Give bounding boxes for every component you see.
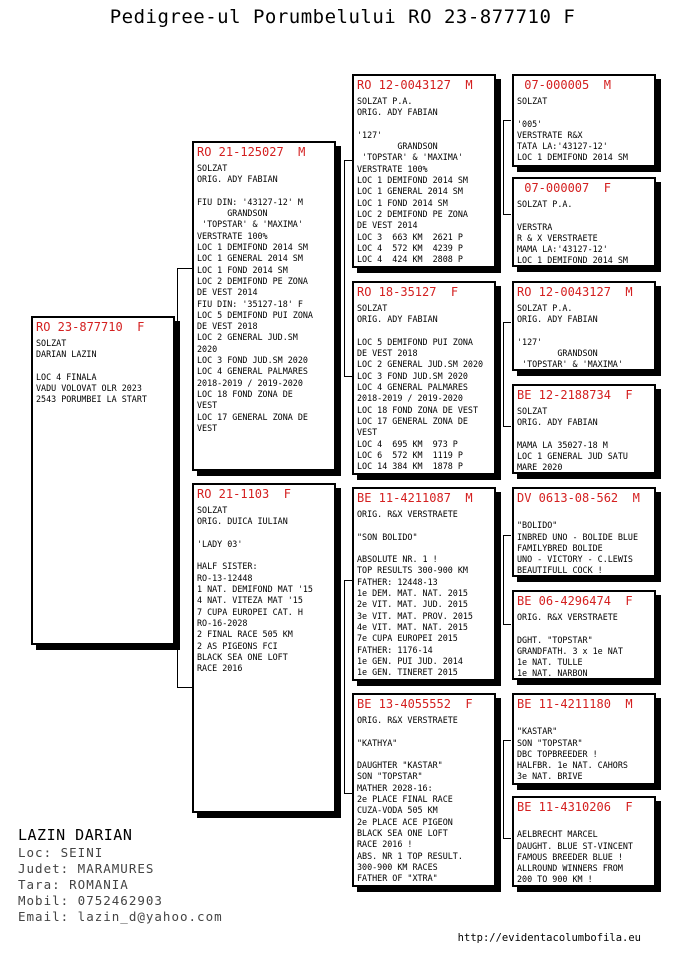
- detail-line: ORIG. DUICA IULIAN: [197, 516, 288, 527]
- card-details: [517, 612, 651, 680]
- detail-line: MARE 2020: [517, 462, 563, 473]
- detail-line: DAUGHT. BLUE ST-VINCENT: [517, 840, 633, 851]
- detail-line: LOC 4 695 KM 973 P: [357, 438, 458, 449]
- card-details: [517, 715, 651, 783]
- detail-line: 'LADY 03': [197, 538, 243, 549]
- detail-line: 2 FINAL RACE 505 KM: [197, 629, 293, 640]
- detail-line: 'TOPSTAR' & 'MAXIMA': [517, 359, 623, 370]
- detail-line: MATHER 2028-16:: [357, 782, 433, 793]
- detail-line: BLACK SEA ONE LOFT: [197, 651, 288, 662]
- detail-line: CUZA-VODA 505 KM: [357, 805, 438, 816]
- owner-email[interactable]: Email: lazin_d@yahoo.com: [18, 909, 223, 924]
- detail-line: [517, 509, 651, 520]
- detail-line: 2018-2019 / 2019-2020: [197, 377, 303, 388]
- detail-line: [197, 528, 331, 539]
- card-details: [517, 303, 651, 371]
- connector-line: [503, 740, 511, 741]
- detail-line: [36, 361, 170, 372]
- ring-number: 07-000007 F: [517, 181, 611, 195]
- detail-line: 7e CUPA EUROPEI 2015: [357, 633, 458, 644]
- owner-mobil: Mobil: 0752462903: [18, 893, 163, 908]
- card-details: [197, 505, 331, 674]
- detail-line: '127': [517, 336, 543, 347]
- detail-line: SOLZAT P.A.: [517, 199, 573, 209]
- card-details: [517, 96, 651, 164]
- detail-line: LOC 1 DEMIFOND 2014 SM: [357, 175, 468, 186]
- detail-line: AELBRECHT MARCEL: [517, 829, 598, 840]
- detail-line: LOC 3 663 KM 2621 P: [357, 231, 463, 242]
- detail-line: [517, 326, 651, 337]
- detail-line: DBC TOPBREEDER !: [517, 748, 598, 759]
- detail-line: MAMA LA 35027-18 M: [517, 439, 608, 450]
- detail-line: GRANDFATH. 3 x 1e NAT: [517, 645, 623, 656]
- detail-line: LOC 3 FOND JUD.SM 2020: [357, 370, 468, 381]
- pigeon-card-subject[interactable]: [31, 316, 175, 645]
- detail-line: 'TOPSTAR' & 'MAXIMA': [197, 219, 303, 230]
- connector-line: [503, 838, 511, 839]
- pigeon-card-sire-dam[interactable]: [352, 281, 496, 475]
- detail-line: LOC 2 DEMIFOND PE ZONA: [197, 275, 308, 286]
- detail-line: FATHER OF "XTRA": [357, 873, 438, 884]
- card-details: [357, 509, 491, 678]
- connector-line: [177, 268, 178, 687]
- detail-line: DE VEST 2014: [197, 287, 258, 298]
- ring-number: RO 12-0043127 M: [517, 285, 633, 299]
- connector-line: [503, 120, 504, 214]
- detail-line: INBRED UNO - BOLIDE BLUE: [517, 531, 639, 542]
- detail-line: [197, 550, 331, 561]
- detail-line: VERSTRATE 100%: [357, 163, 428, 174]
- detail-line: [357, 119, 491, 130]
- pigeon-card-dsd[interactable]: [512, 590, 656, 680]
- detail-line: [517, 715, 651, 726]
- ring-number: RO 23-877710 F: [36, 320, 145, 334]
- card-details: [517, 199, 651, 267]
- detail-line: 3e NAT. BRIVE: [517, 771, 583, 782]
- detail-line: "KATHYA": [357, 737, 398, 748]
- owner-name: LAZIN DARIAN: [18, 826, 133, 844]
- pigeon-card-sdd[interactable]: [512, 384, 656, 474]
- detail-line: LOC 17 GENERAL ZONA DE: [197, 411, 308, 422]
- detail-line: LOC 4 FINALA: [36, 371, 97, 382]
- owner-info: [18, 826, 223, 925]
- detail-line: ORIG. ADY FABIAN: [357, 107, 438, 118]
- detail-line: 2e VIT. MAT. JUD. 2015: [357, 599, 468, 610]
- detail-line: ALLROUND WINNERS FROM: [517, 863, 623, 874]
- detail-line: LOC 4 424 KM 2808 P: [357, 254, 463, 265]
- detail-line: SOLZAT: [197, 163, 228, 173]
- detail-line: LOC 1 GENERAL 2014 SM: [197, 253, 303, 264]
- detail-line: [357, 726, 491, 737]
- ring-number: BE 11-4211180 M: [517, 697, 633, 711]
- detail-line: ORIG. ADY FABIAN: [197, 174, 278, 185]
- connector-line: [503, 624, 511, 625]
- detail-line: LOC 1 FOND 2014 SM: [197, 264, 288, 275]
- detail-line: LOC 1 FOND 2014 SM: [357, 197, 448, 208]
- ring-number: BE 11-4310206 F: [517, 800, 633, 814]
- ring-number: RO 12-0043127 M: [357, 78, 473, 92]
- detail-line: [517, 107, 651, 118]
- detail-line: 1e GEN. TINERET 2015: [357, 667, 458, 678]
- detail-line: LOC 2 GENERAL JUD.SM: [197, 332, 298, 343]
- connector-line: [177, 687, 193, 688]
- detail-line: [517, 210, 651, 221]
- card-details: [357, 303, 491, 472]
- ring-number: BE 13-4055552 F: [357, 697, 473, 711]
- detail-line: SON "TOPSTAR": [517, 737, 583, 748]
- detail-line: [517, 818, 651, 829]
- detail-line: R & X VERSTRAETE: [517, 232, 598, 243]
- detail-line: 2e PLACE ACE PIGEON: [357, 816, 453, 827]
- detail-line: [357, 326, 491, 337]
- detail-line: ORIG. ADY FABIAN: [357, 314, 438, 325]
- detail-line: SOLZAT: [197, 505, 228, 515]
- detail-line: LOC 1 DEMIFOND 2014 SM: [517, 255, 628, 266]
- detail-line: LOC 1 DEMIFOND 2014 SM: [197, 242, 308, 253]
- card-details: [517, 509, 651, 577]
- detail-line: FATHER: 12448-13: [357, 576, 438, 587]
- detail-line: LOC 6 572 KM 1119 P: [357, 449, 463, 460]
- card-details: [36, 338, 170, 406]
- detail-line: SOLZAT: [357, 303, 388, 313]
- detail-line: LOC 1 GENERAL JUD SATU: [517, 451, 628, 462]
- detail-line: SON "TOPSTAR": [357, 771, 423, 782]
- detail-line: GRANDSON: [517, 348, 598, 359]
- connector-line: [503, 214, 511, 215]
- detail-line: LOC 4 GENERAL PALMARES: [197, 366, 308, 377]
- pigeon-card-ddd[interactable]: [512, 796, 656, 887]
- detail-line: LOC 1 DEMIFOND 2014 SM: [517, 152, 628, 163]
- detail-line: DAUGHTER "KASTAR": [357, 760, 443, 771]
- detail-line: LOC 17 GENERAL ZONA DE: [357, 415, 468, 426]
- detail-line: 1e DEM. MAT. NAT. 2015: [357, 588, 468, 599]
- detail-line: TATA LA:'43127-12': [517, 141, 608, 152]
- detail-line: LOC 2 DEMIFOND PE ZONA: [357, 208, 468, 219]
- detail-line: ORIG. R&X VERSTRAETE: [517, 612, 618, 622]
- detail-line: RO-13-12448: [197, 572, 253, 583]
- detail-line: LOC 18 FOND ZONA DE: [197, 388, 293, 399]
- detail-line: [357, 543, 491, 554]
- owner-tara: Tara: ROMANIA: [18, 877, 129, 892]
- detail-line: ORIG. ADY FABIAN: [517, 417, 598, 428]
- detail-line: [517, 429, 651, 440]
- connector-line: [503, 535, 511, 536]
- detail-line: 1e GEN. PUI JUD. 2014: [357, 655, 463, 666]
- detail-line: SOLZAT: [517, 406, 548, 416]
- detail-line: 'TOPSTAR' & 'MAXIMA': [357, 152, 463, 163]
- pigeon-card-dam[interactable]: [192, 483, 336, 813]
- detail-line: 4 NAT. VITEZA MAT '15: [197, 595, 303, 606]
- card-details: [357, 715, 491, 884]
- detail-line: RO-16-2028: [197, 617, 248, 628]
- connector-line: [503, 120, 511, 121]
- detail-line: VADU VOLOVAT OLR 2023: [36, 383, 142, 394]
- pigeon-card-sire[interactable]: [192, 141, 336, 471]
- detail-line: SOLZAT: [517, 96, 548, 106]
- detail-line: "BOLIDO": [517, 520, 558, 531]
- ring-number: RO 21-125027 M: [197, 145, 306, 159]
- ring-number: RO 21-1103 F: [197, 487, 291, 501]
- detail-line: LOC 3 FOND JUD.SM 2020: [197, 355, 308, 366]
- card-details: [517, 818, 651, 886]
- detail-line: DGHT. "TOPSTAR": [517, 634, 593, 645]
- pigeon-card-dss[interactable]: [512, 487, 656, 577]
- detail-line: LOC 18 FOND ZONA DE VEST: [357, 404, 479, 415]
- card-details: [517, 406, 651, 474]
- detail-line: SOLZAT P.A.: [517, 303, 573, 313]
- detail-line: TOP RESULTS 300-900 KM: [357, 565, 468, 576]
- ring-number: RO 18-35127 F: [357, 285, 459, 299]
- detail-line: 300-900 KM RACES: [357, 861, 438, 872]
- detail-line: 1e NAT. NARBON: [517, 668, 588, 679]
- detail-line: [357, 520, 491, 531]
- detail-line: VERSTRATE 100%: [197, 230, 268, 241]
- connector-line: [503, 535, 504, 624]
- detail-line: '127': [357, 129, 383, 140]
- page-title: Pedigree-ul Porumbelului RO 23-877710 F: [109, 6, 576, 28]
- detail-line: 1e NAT. TULLE: [517, 657, 583, 668]
- detail-line: FIU DIN: '35127-18' F: [197, 298, 303, 309]
- detail-line: FIU DIN: '43127-12' M: [197, 196, 303, 207]
- detail-line: DE VEST 2014: [357, 220, 418, 231]
- detail-line: UNO - VICTORY - C.LEWIS: [517, 554, 633, 565]
- pigeon-card-sss[interactable]: [512, 74, 656, 167]
- connector-line: [503, 322, 511, 323]
- connector-line: [344, 580, 345, 793]
- connector-line: [177, 268, 193, 269]
- detail-line: LOC 4 GENERAL PALMARES: [357, 382, 468, 393]
- detail-line: HALF SISTER:: [197, 561, 258, 572]
- detail-line: VEST: [197, 400, 218, 411]
- detail-line: VEST: [197, 422, 218, 433]
- detail-line: LOC 1 GENERAL 2014 SM: [357, 186, 463, 197]
- detail-line: FAMILYBRED BOLIDE: [517, 542, 603, 553]
- connector-line: [344, 793, 352, 794]
- detail-line: VEST: [357, 427, 378, 438]
- pigeon-card-dam-dam[interactable]: [352, 693, 496, 887]
- detail-line: 2e PLACE FINAL RACE: [357, 794, 453, 805]
- detail-line: '005': [517, 118, 543, 129]
- detail-line: LOC 4 572 KM 4239 P: [357, 242, 463, 253]
- ring-number: DV 0613-08-562 M: [517, 491, 640, 505]
- detail-line: 3e VIT. MAT. PROV. 2015: [357, 610, 473, 621]
- detail-line: VERSTRATE R&X: [517, 129, 583, 140]
- detail-line: DE VEST 2018: [357, 348, 418, 359]
- owner-judet: Judet: MARAMURES: [18, 861, 155, 876]
- ring-number: BE 12-2188734 F: [517, 388, 633, 402]
- detail-line: "SON BOLIDO": [357, 531, 418, 542]
- detail-line: VERSTRA: [517, 221, 553, 232]
- detail-line: SOLZAT P.A.: [357, 96, 413, 106]
- detail-line: BLACK SEA ONE LOFT: [357, 827, 448, 838]
- pigeon-card-dam-sire[interactable]: [352, 487, 496, 681]
- pigeon-card-ssd[interactable]: [512, 177, 656, 267]
- detail-line: 4e VIT. MAT. NAT. 2015: [357, 621, 468, 632]
- connector-line: [344, 160, 345, 376]
- detail-line: 2 AS PIGEONS FCI: [197, 640, 278, 651]
- ring-number: BE 11-4211087 M: [357, 491, 473, 505]
- detail-line: GRANDSON: [197, 208, 268, 219]
- detail-line: RACE 2016 !: [357, 839, 413, 850]
- connector-line: [503, 426, 511, 427]
- detail-line: GRANDSON: [357, 141, 438, 152]
- ring-number: BE 06-4296474 F: [517, 594, 633, 608]
- connector-line: [503, 322, 504, 426]
- detail-line: ABSOLUTE NR. 1 !: [357, 554, 438, 565]
- pigeon-card-sire-sire[interactable]: [352, 74, 496, 268]
- detail-line: [357, 749, 491, 760]
- pigeon-card-dds[interactable]: [512, 693, 656, 785]
- detail-line: 2543 PORUMBEI LA START: [36, 394, 147, 405]
- detail-line: FAMOUS BREEDER BLUE !: [517, 851, 623, 862]
- pigeon-card-sds[interactable]: [512, 281, 656, 371]
- detail-line: 2020: [197, 343, 218, 354]
- detail-line: HALFBR. 1e NAT. CAHORS: [517, 760, 628, 771]
- detail-line: ORIG. R&X VERSTRAETE: [357, 509, 458, 519]
- detail-line: "KASTAR": [517, 726, 558, 737]
- detail-line: ORIG. ADY FABIAN: [517, 314, 598, 325]
- detail-line: DE VEST 2018: [197, 321, 258, 332]
- detail-line: ABS. NR 1 TOP RESULT.: [357, 850, 463, 861]
- detail-line: 1 NAT. DEMIFOND MAT '15: [197, 584, 313, 595]
- ring-number: 07-000005 M: [517, 78, 611, 92]
- detail-line: 7 CUPA EUROPEI CAT. H: [197, 606, 303, 617]
- connector-line: [344, 580, 352, 581]
- card-details: [197, 163, 331, 434]
- card-details: [357, 96, 491, 265]
- detail-line: LOC 5 DEMIFOND PUI ZONA: [197, 309, 313, 320]
- detail-line: MAMA LA:'43127-12': [517, 244, 608, 255]
- detail-line: 2018-2019 / 2019-2020: [357, 393, 463, 404]
- detail-line: [197, 186, 331, 197]
- detail-line: [517, 623, 651, 634]
- owner-loc: Loc: SEINI: [18, 845, 104, 860]
- detail-line: 200 TO 900 KM !: [517, 874, 593, 885]
- connector-line: [344, 376, 352, 377]
- detail-line: RACE 2016: [197, 663, 243, 674]
- footer-url[interactable]: http://evidentacolumbofila.eu: [457, 932, 641, 944]
- detail-line: DARIAN LAZIN: [36, 349, 97, 360]
- detail-line: ORIG. R&X VERSTRAETE: [357, 715, 458, 725]
- detail-line: FATHER: 1176-14: [357, 644, 433, 655]
- detail-line: LOC 5 DEMIFOND PUI ZONA: [357, 336, 473, 347]
- detail-line: LOC 2 GENERAL JUD.SM 2020: [357, 359, 484, 370]
- detail-line: BEAUTIFULL COCK !: [517, 565, 603, 576]
- detail-line: SOLZAT: [36, 338, 67, 348]
- detail-line: LOC 14 384 KM 1878 P: [357, 461, 463, 472]
- connector-line: [503, 740, 504, 838]
- connector-line: [344, 160, 352, 161]
